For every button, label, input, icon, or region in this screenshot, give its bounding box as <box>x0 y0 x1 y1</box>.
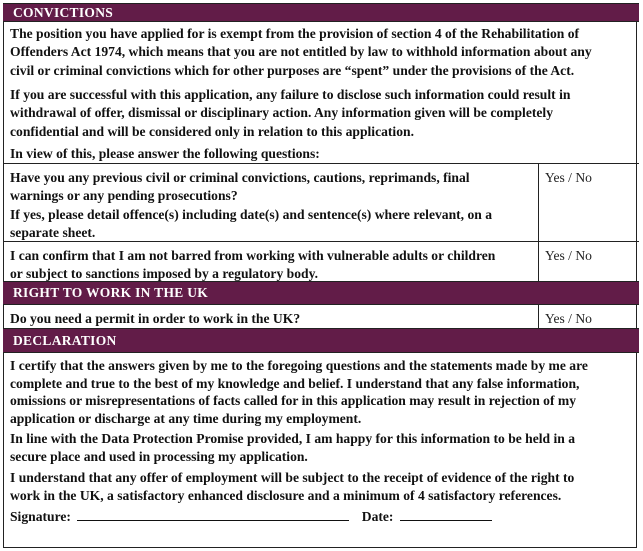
right-to-work-heading: RIGHT TO WORK IN THE UK <box>13 285 209 300</box>
row-divider <box>3 241 639 242</box>
text-line: civil or criminal convictions which for other purposes are “spent” under the provisions of the Act. <box>10 62 575 78</box>
text-line: I understand that any offer of employment will be subject to the receipt of evidence of the right to <box>10 470 575 485</box>
declaration-certify <box>10 357 588 427</box>
convictions-prompt: In view of this, please answer the following questions: <box>10 146 320 161</box>
convictions-intro <box>10 25 592 80</box>
text-line: or subject to sanctions imposed by a regulatory body. <box>10 266 319 282</box>
text-line: In line with the Data Protection Promise provided, I am happy for this information to be held in a <box>10 431 576 446</box>
row-divider <box>3 163 639 164</box>
question-not-barred <box>10 247 495 284</box>
section-header-convictions <box>3 3 639 22</box>
question-work-permit: Do you need a permit in order to work in the UK? <box>10 311 301 326</box>
answer-column-divider <box>538 305 539 328</box>
text-line: omissions or misrepresentations of facts called for in this application may result in rejection of my <box>10 393 577 408</box>
signature-field[interactable] <box>77 508 349 521</box>
date-field[interactable] <box>400 508 492 521</box>
text-line: complete and true to the best of my knowledge and belief. I understand that any false information, <box>10 375 580 391</box>
text-line: confidential and will be considered only in relation to this application. <box>10 123 414 139</box>
answer-yes-no-permit[interactable]: Yes / No <box>545 311 592 326</box>
text-line: I certify that the answers given by me to the foregoing questions and the statements made by me are <box>10 358 588 373</box>
answer-column-divider <box>538 163 539 282</box>
text-line: work in the UK, a satisfactory enhanced disclosure and a minimum of 4 satisfactory references. <box>10 487 562 503</box>
text-line: Offenders Act 1974, which means that you are not entitled by law to withhold information about any <box>10 44 592 60</box>
section-header-declaration <box>3 328 639 353</box>
convictions-heading: CONVICTIONS <box>13 5 114 20</box>
text-line: I can confirm that I am not barred from working with vulnerable adults or children <box>10 248 496 263</box>
question-previous-convictions-note <box>10 206 492 243</box>
answer-yes-no-convictions[interactable]: Yes / No <box>545 170 592 185</box>
declaration-heading: DECLARATION <box>13 333 117 348</box>
declaration-data-protection <box>10 430 575 465</box>
declaration-employment-conditions <box>10 469 574 504</box>
text-line: If yes, please detail offence(s) including date(s) and sentence(s) where relevant, on a <box>10 207 493 222</box>
text-line: warnings or any pending prosecutions? <box>10 188 238 204</box>
text-line: secure place and used in processing my application. <box>10 448 308 464</box>
text-line: The position you have applied for is exempt from the provision of section 4 of the Rehabilitation of <box>10 26 580 41</box>
text-line: If you are successful with this application, any failure to disclose such information could result in <box>10 87 571 102</box>
question-previous-convictions <box>10 169 470 206</box>
answer-yes-no-barred[interactable]: Yes / No <box>545 248 592 263</box>
text-line: application or discharge at any time during my employment. <box>10 410 362 426</box>
section-header-right-to-work <box>3 281 639 305</box>
signature-label: Signature: <box>10 509 71 524</box>
date-label: Date: <box>361 509 394 524</box>
text-line: Have you any previous civil or criminal convictions, cautions, reprimands, final <box>10 170 470 185</box>
convictions-warning <box>10 86 570 141</box>
text-line: separate sheet. <box>10 225 96 241</box>
signature-row <box>10 508 492 526</box>
text-line: withdrawal of offer, dismissal or disciplinary action. Any information given will be completely <box>10 105 553 121</box>
